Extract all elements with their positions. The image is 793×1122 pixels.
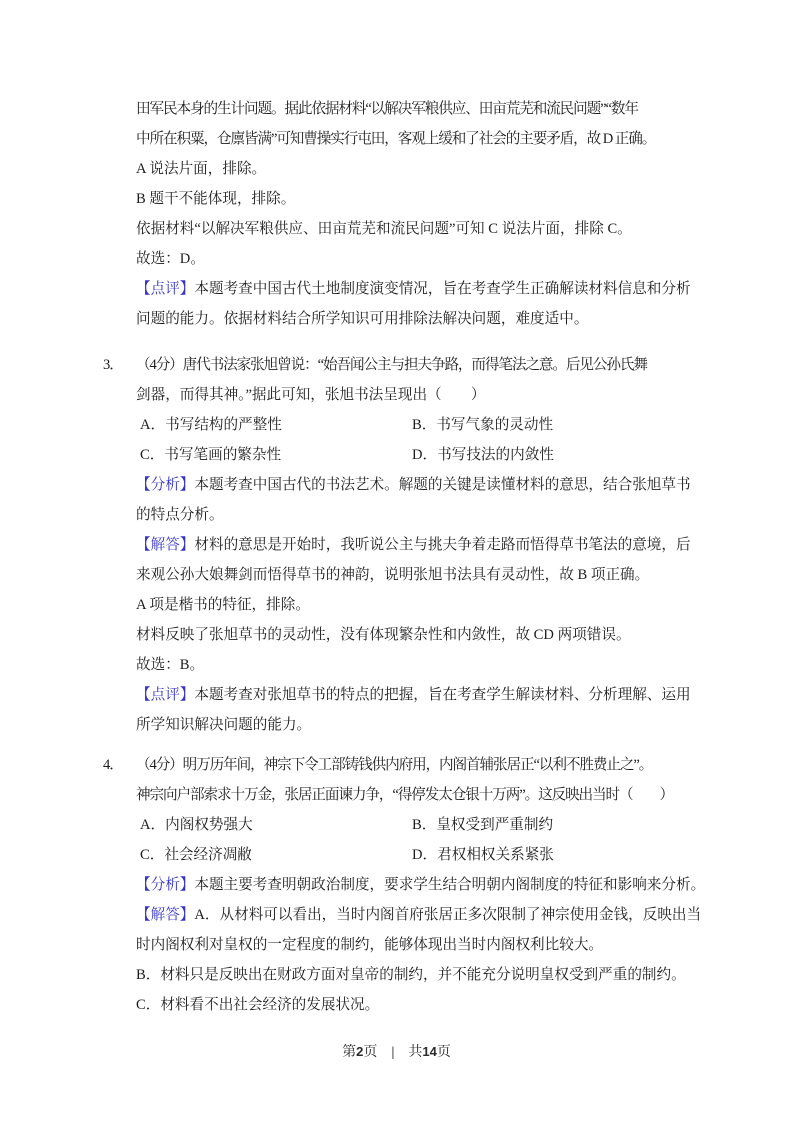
paragraph — [103, 990, 715, 1020]
paragraph — [103, 154, 715, 184]
footer-total-label — [408, 1045, 450, 1060]
tagged-paragraph — [103, 680, 715, 740]
question-number: 3． — [103, 357, 123, 373]
text-line: 【解答】材料的意思是开始时，我听说公主与挑夫争着走路而悟得草书笔法的意境，后 — [136, 537, 691, 553]
text-line: 材料反映了张旭草书的灵动性，没有体现繁杂性和内敛性，故 CD 两项错误。 — [136, 627, 631, 643]
options-line — [103, 840, 715, 870]
text-line: 神宗向户部索求十万金，张居正面谏力争，“得停发太仓银十万两”。这反映出当时（ ） — [136, 787, 674, 803]
tagged-paragraph — [103, 274, 715, 334]
options-row — [103, 410, 715, 440]
option-cell: D．君权相权关系紧张 — [412, 847, 554, 863]
paragraph — [103, 620, 715, 650]
tagged-paragraph — [103, 900, 715, 960]
tagged-paragraph — [103, 530, 715, 590]
options-row — [103, 840, 715, 870]
footer-total-prefix: 共 — [408, 1045, 423, 1060]
text-line: C．材料看不出社会经济的发展状况。 — [136, 997, 380, 1013]
text-line: 故选：B。 — [136, 657, 205, 673]
tag-label: 【解答】 — [136, 537, 195, 553]
tag-label: 【点评】 — [136, 281, 195, 297]
question-block — [103, 350, 715, 410]
footer-page-suffix: 页 — [363, 1045, 378, 1060]
option-cell: A．书写结构的严整性 — [140, 417, 282, 433]
options-row — [103, 440, 715, 470]
paragraph — [103, 184, 715, 214]
page-footer — [0, 1041, 793, 1061]
text-line: 4． （4分）明万历年间，神宗下令工部铸钱供内府用，内阁首辅张居正“以利不胜费止之”。 — [103, 750, 715, 780]
question-number: 4． — [103, 757, 123, 773]
text-line: 的特点分析。 — [136, 507, 224, 523]
tag-label: 【解答】 — [136, 907, 195, 923]
footer-page-number: 2 — [356, 1044, 364, 1059]
text-line: 依据材料“以解决军粮供应、田亩荒芜和流民问题”可知 C 说法片面，排除 C。 — [136, 221, 632, 237]
text-line: 故选：D。 — [136, 251, 205, 267]
footer-page-label — [342, 1045, 377, 1060]
text-line: B 题干不能体现，排除。 — [136, 191, 296, 207]
text-line: B．材料只是反映出在财政方面对皇帝的制约，并不能充分说明皇权受到严重的制约。 — [136, 967, 686, 983]
paragraph — [103, 650, 715, 680]
option-cell: D．书写技法的内敛性 — [412, 447, 554, 463]
options-line — [103, 810, 715, 840]
text-line: 所学知识解决问题的能力。 — [136, 717, 312, 733]
text-line: 田军民本身的生计问题。据此依据材料“以解决军粮供应、田亩荒芜和流民问题”“数年 — [136, 101, 638, 117]
paragraph — [103, 590, 715, 620]
text-line: 来观公孙大娘舞剑而悟得草书的神韵，说明张旭书法具有灵动性，故 B 项正确。 — [136, 567, 650, 583]
text-line: 【解答】A．从材料可以看出，当时内阁首府张居正多次限制了神宗使用金钱，反映出当 — [136, 907, 702, 923]
paragraph — [103, 960, 715, 990]
option-cell: C．书写笔画的繁杂性 — [140, 447, 282, 463]
footer-separator: | — [391, 1045, 395, 1060]
text-line: 【分析】本题考查中国古代的书法艺术。解题的关键是读懂材料的意思，结合张旭草书 — [136, 477, 691, 493]
document-body — [103, 94, 715, 1020]
text-line: 剑器，而得其神。”据此可知，张旭书法呈现出（ ） — [136, 387, 486, 403]
option-cell: A．内阁权势强大 — [140, 817, 253, 833]
text-line: 中所在积粟，仓廪皆满”可知曹操实行屯田，客观上缓和了社会的主要矛盾，故 D 正确。 — [136, 131, 656, 147]
text-line: 【点评】本题考查对张旭草书的特点的把握，旨在考查学生解读材料、分析理解、运用 — [136, 687, 691, 703]
option-cell: B．书写气象的灵动性 — [412, 417, 554, 433]
text-line: 【分析】本题主要考查明朝政治制度，要求学生结合明朝内阁制度的特征和影响来分析。 — [136, 877, 706, 893]
option-cell: C．社会经济凋敝 — [140, 847, 252, 863]
options-line — [103, 410, 715, 440]
text-line: 问题的能力。依据材料结合所学知识可用排除法解决问题，难度适中。 — [136, 311, 589, 327]
tag-label: 【分析】 — [136, 477, 195, 493]
options-line — [103, 440, 715, 470]
paragraph — [103, 244, 715, 274]
text-line: 3． （4分）唐代书法家张旭曾说：“始吾闻公主与担夫争路，而得笔法之意。后见公孙氏舞 — [103, 350, 715, 380]
paragraph — [103, 94, 715, 154]
tag-label: 【点评】 — [136, 687, 195, 703]
tagged-paragraph — [103, 870, 715, 900]
text-line: 时内阁权利对皇权的一定程度的制约，能够体现出当时内阁权利比较大。 — [136, 937, 604, 953]
text-line: A 项是楷书的特征，排除。 — [136, 597, 310, 613]
question-block — [103, 750, 715, 810]
tagged-paragraph — [103, 470, 715, 530]
text-line: A 说法片面，排除。 — [136, 161, 267, 177]
footer-page-prefix: 第 — [342, 1045, 357, 1060]
paragraph — [103, 214, 715, 244]
footer-total-number: 14 — [422, 1044, 437, 1059]
footer-total-suffix: 页 — [436, 1045, 451, 1060]
option-cell: B．皇权受到严重制约 — [412, 817, 554, 833]
tag-label: 【分析】 — [136, 877, 195, 893]
options-row — [103, 810, 715, 840]
text-line: 【点评】本题考查中国古代土地制度演变情况，旨在考查学生正确解读材料信息和分析 — [136, 281, 691, 297]
